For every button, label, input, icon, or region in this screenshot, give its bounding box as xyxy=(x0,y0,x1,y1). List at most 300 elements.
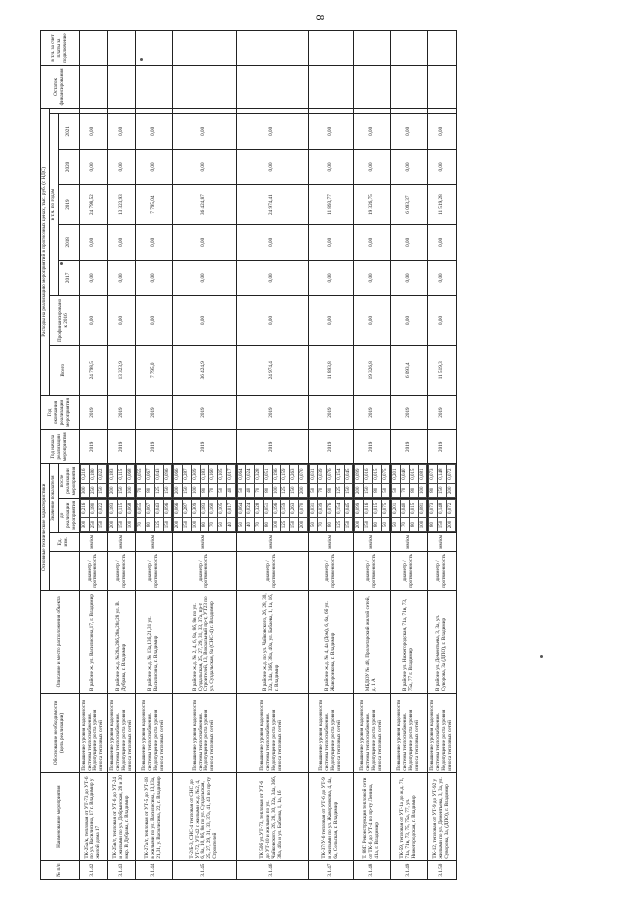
length-value: 0,066 xyxy=(174,499,183,517)
spent-cost: 0,00 xyxy=(428,296,456,345)
diameter-value: 80 xyxy=(429,518,438,532)
length-value: 0,075 xyxy=(381,465,390,483)
cost-2017: 0,00 xyxy=(79,260,107,296)
end-year: 2019 xyxy=(79,395,107,429)
diameter-value: 80 xyxy=(263,518,272,532)
length-value: 0,309 xyxy=(191,499,200,517)
measure-need: Повышение уровня надежности системы теплоснабжения. Недопущение роста уровня износа тепловых сетей xyxy=(354,693,391,773)
diameter-value: 80 xyxy=(200,483,209,497)
col-name-header: Наименование мероприятия xyxy=(41,773,80,861)
unit-cell: мм/км xyxy=(108,532,136,551)
diameter-value: 50 xyxy=(392,518,401,532)
cost-2019: 7 795,04 xyxy=(136,185,173,225)
diameter-value: 100 xyxy=(418,518,427,532)
measure-location: В районе ул. Дементьева, 3, 3а, ул. Суворова, 3а (ДПО), г. Владимир xyxy=(428,591,456,694)
total-cost: 13 323,9 xyxy=(108,345,136,395)
col-incl-header: в т.ч. по годам xyxy=(49,114,58,296)
tech-characteristic: диаметр / протяженность xyxy=(108,551,136,590)
cost-2020: 0,00 xyxy=(79,149,107,185)
measure-location: В районе ж.д. по ул. Чайковского, 26, 28, 30, 32а, 34а, 36б, 38а, 40а, ул. Бабаева, 1, 1а, 1б, г. Владимир xyxy=(236,591,308,694)
length-value: 0,016 xyxy=(364,499,373,517)
diameter-value: 80 xyxy=(146,518,155,532)
table-row xyxy=(108,31,136,880)
cost-2020: 0,00 xyxy=(173,149,236,185)
diameter-value: 50 xyxy=(237,483,246,497)
total-cost: 24 974,4 xyxy=(236,345,308,395)
diameter-value: 125 xyxy=(154,483,163,497)
diameter-value: 70 xyxy=(137,483,146,497)
measure-need: Повышение уровня надежности системы теплоснабжения. Недопущение роста уровня износа тепловых сетей xyxy=(136,693,173,773)
col-tech-group-header: Основные технические характеристики xyxy=(41,464,50,591)
cost-2020: 0,00 xyxy=(236,149,308,185)
col-spent-header: Профинансировано к 2016 xyxy=(49,296,79,345)
diameter-value: 50 xyxy=(381,483,390,497)
diameter-value: 50 xyxy=(309,518,318,532)
diameter-value: 150 xyxy=(290,518,299,532)
cost-2019: 13 323,93 xyxy=(108,185,136,225)
diameter-value: 150 xyxy=(364,483,373,497)
cost-2019: 6 093,37 xyxy=(391,185,428,225)
length-value: 0,180 xyxy=(89,499,98,517)
cost-2018: 0,00 xyxy=(391,225,428,261)
col-end-header: Год окончания реализации мероприятия xyxy=(41,395,80,429)
row-number: 3.1.42 xyxy=(79,861,107,880)
tech-characteristic: диаметр / протяженность xyxy=(391,551,428,590)
values-before xyxy=(308,498,354,532)
measure-name: Т. 88Г. Реконструкция тепловой сети от ТК-6 до УТ-4 по пр-ту Ленина, 41а, г. Владимир xyxy=(354,773,391,861)
col-num-header: № п/п xyxy=(41,861,80,880)
length-value: 0,183 xyxy=(200,499,209,517)
end-year: 2019 xyxy=(391,395,428,429)
length-value: 0,216 xyxy=(80,465,89,483)
remain-cost xyxy=(79,66,107,109)
diameter-value: 70 xyxy=(255,483,264,497)
length-value: 0,148 xyxy=(438,465,447,483)
diameter-value: 50 xyxy=(218,518,227,532)
col-after-header: после реализации мероприятия xyxy=(58,464,79,498)
cost-2018: 0,00 xyxy=(308,225,354,261)
unit-cell: мм/км xyxy=(391,532,428,551)
length-value: 0,287 xyxy=(183,499,192,517)
length-value: 0,196 xyxy=(272,465,281,483)
tech-characteristic: диаметр / протяженность xyxy=(428,551,456,590)
tariff-cost xyxy=(354,31,391,66)
length-value: 0,216 xyxy=(80,499,89,517)
total-cost: 11 893,8 xyxy=(308,345,354,395)
col-values-header: Значение показателя xyxy=(49,464,58,533)
values-before xyxy=(108,498,136,532)
total-cost: 6 093,4 xyxy=(391,345,428,395)
end-year: 2019 xyxy=(354,395,391,429)
spent-cost: 0,00 xyxy=(173,296,236,345)
length-value: 0,183 xyxy=(200,465,209,483)
length-value: 0,076 xyxy=(327,465,336,483)
length-value: 0,031 xyxy=(309,499,318,517)
start-year: 2019 xyxy=(108,430,136,464)
spacer-cell xyxy=(236,108,308,113)
diameter-value: 80 xyxy=(327,518,336,532)
table-row xyxy=(136,31,173,880)
diameter-value: 100 xyxy=(418,483,427,497)
cost-2018: 0,00 xyxy=(136,225,173,261)
length-value: 0,183 xyxy=(109,499,118,517)
tariff-cost xyxy=(79,31,107,66)
diameter-value: 80 xyxy=(200,518,209,532)
cost-2019: 11 893,77 xyxy=(308,185,354,225)
diameter-value: 100 xyxy=(191,518,200,532)
total-cost: 19 326,8 xyxy=(354,345,391,395)
diameter-value: 150 xyxy=(98,483,107,497)
tariff-cost xyxy=(236,31,308,66)
spent-cost: 0,00 xyxy=(136,296,173,345)
spent-cost: 0,00 xyxy=(308,296,354,345)
diameter-value: 250 xyxy=(89,483,98,497)
spacer-cell xyxy=(391,108,428,113)
values-before xyxy=(354,498,391,532)
end-year: 2019 xyxy=(173,395,236,429)
values-before xyxy=(79,498,107,532)
values-after xyxy=(308,464,354,498)
length-value: 0,201 xyxy=(392,499,401,517)
cost-2021: 0,00 xyxy=(391,114,428,150)
remain-cost xyxy=(428,66,456,109)
length-value: 0,039 xyxy=(318,465,327,483)
diameter-value: 200 xyxy=(109,483,118,497)
diameter-value: 50 xyxy=(392,483,401,497)
cost-2017: 0,00 xyxy=(428,260,456,296)
values-before xyxy=(391,498,428,532)
diameter-value: 150 xyxy=(183,518,192,532)
length-value: 0,287 xyxy=(183,465,192,483)
tariff-cost xyxy=(136,31,173,66)
cost-2018: 0,00 xyxy=(354,225,391,261)
length-value: 0,068 xyxy=(126,465,135,483)
col-year-2021: 2021 xyxy=(58,114,79,150)
values-after xyxy=(354,464,391,498)
length-value: 0,081 xyxy=(418,465,427,483)
diameter-value: 125 xyxy=(335,518,344,532)
length-value: 0,070 xyxy=(298,499,307,517)
diameter-value: 70 xyxy=(209,483,218,497)
cost-2017: 0,00 xyxy=(308,260,354,296)
diameter-value: 150 xyxy=(364,518,373,532)
remain-cost xyxy=(308,66,354,109)
length-value: 0,160 xyxy=(209,465,218,483)
cost-2020: 0,00 xyxy=(391,149,428,185)
spent-cost: 0,00 xyxy=(236,296,308,345)
length-value: 0,067 xyxy=(146,499,155,517)
cost-2017: 0,00 xyxy=(136,260,173,296)
diameter-value: 80 xyxy=(372,483,381,497)
diameter-value: 100 xyxy=(272,483,281,497)
tariff-cost xyxy=(428,31,456,66)
col-char-header xyxy=(49,551,79,590)
spent-cost: 0,00 xyxy=(108,296,136,345)
spent-cost: 0,00 xyxy=(391,296,428,345)
diameter-value: 70 xyxy=(255,518,264,532)
length-value: 0,099 xyxy=(355,499,364,517)
row-number: 3.1.47 xyxy=(308,861,354,880)
length-value: 0,309 xyxy=(191,465,200,483)
total-cost: 7 795,0 xyxy=(136,345,173,395)
row-number: 3.1.43 xyxy=(108,861,136,880)
cost-2018: 0,00 xyxy=(108,225,136,261)
unit-cell: мм/км xyxy=(354,532,391,551)
diameter-value: 200 xyxy=(298,483,307,497)
length-value: 0,040 xyxy=(401,499,410,517)
cost-2021: 0,00 xyxy=(173,114,236,150)
length-value: 0,076 xyxy=(327,499,336,517)
length-value: 0,068 xyxy=(126,499,135,517)
total-cost: 36 424,9 xyxy=(173,345,236,395)
diameter-value: 70 xyxy=(209,518,218,532)
measure-need: Повышение уровня надежности системы теплоснабжения. Недопущение роста уровня износа тепловых сетей xyxy=(108,693,136,773)
cost-2017: 0,00 xyxy=(108,260,136,296)
diameter-value: 125 xyxy=(281,483,290,497)
diameter-value: 150 xyxy=(163,518,172,532)
measure-name: ТК-59, тепловая от УТ-1а до ж.д. 71, 71а, 71в, 73, 75, 75а, 77, ул. Нижегородская, г. Владимир xyxy=(391,773,428,861)
cost-2017: 0,00 xyxy=(354,260,391,296)
measure-location: В районе ул. Нижегородская, 71а, 71в, 73, 75а, 77 г. Владимир xyxy=(391,591,428,694)
diameter-value: 40 xyxy=(226,518,235,532)
table-row xyxy=(354,31,391,880)
cost-2018: 0,00 xyxy=(173,225,236,261)
remain-cost xyxy=(354,66,391,109)
end-year: 2019 xyxy=(108,395,136,429)
diameter-value: 80 xyxy=(429,483,438,497)
diameter-value: 250 xyxy=(89,518,98,532)
col-start-header: Год начала реализации мероприятия xyxy=(41,430,80,464)
length-value: 0,066 xyxy=(174,465,183,483)
diameter-value: 200 xyxy=(174,518,183,532)
diameter-value: 50 xyxy=(309,483,318,497)
length-value: 0,099 xyxy=(355,465,364,483)
length-value: 0,159 xyxy=(281,465,290,483)
spent-cost: 0,00 xyxy=(354,296,391,345)
diameter-value: 150 xyxy=(117,518,126,532)
measure-name: Т-2/Б-3, СНС-4 тепловая от СНС до УТ-72, УТ-42 с жилыми ж.д. №2, 4, 6, 8а, 10, 8б, 8в по ул. Суздальская, 25, 27, 29, 31, 33, 37а, 41, 43 по пр-ту Строителей xyxy=(173,773,236,861)
diameter-value: 100 xyxy=(272,518,281,532)
measure-need: Повышение уровня надежности системы теплоснабжения. Недопущение роста уровня износа тепловых сетей xyxy=(79,693,107,773)
length-value: 0,160 xyxy=(209,499,218,517)
measure-location: В районе ж.д. №28а,28б,28в,28г,28 ул. В. Дубрава, г. Владимир xyxy=(108,591,136,694)
table-row xyxy=(236,31,308,880)
spent-cost: 0,00 xyxy=(79,296,107,345)
cost-2019: 19 326,75 xyxy=(354,185,391,225)
length-value: 0,148 xyxy=(438,499,447,517)
length-value: 0,051 xyxy=(263,499,272,517)
diameter-value: 50 xyxy=(218,483,227,497)
length-value: 0,043 xyxy=(154,499,163,517)
investment-program-table xyxy=(40,30,457,880)
measure-name: ТК 50б ул.УТ-73, тепловая от УТ-6 до УТ-10 и жилыми по ул. Чайковского, 26, 28, 30, 32а, 34а, 36б, 38а, 40а и ул. Бабаева, 1, 1а, 1б xyxy=(236,773,308,861)
cost-2021: 0,00 xyxy=(354,114,391,150)
cost-2017: 0,00 xyxy=(391,260,428,296)
diameter-value: 80 xyxy=(409,483,418,497)
start-year: 2019 xyxy=(308,430,354,464)
measure-need: Повышение уровня надежности системы теплоснабжения. Недопущение роста уровня износа тепловых сетей xyxy=(428,693,456,773)
length-value: 0,073 xyxy=(429,499,438,517)
cost-2018: 0,00 xyxy=(428,225,456,261)
table-row xyxy=(428,31,456,880)
diameter-value: 150 xyxy=(438,518,447,532)
length-value: 0,201 xyxy=(392,465,401,483)
tech-characteristic: диаметр / протяженность xyxy=(136,551,173,590)
length-value: 0,328 xyxy=(255,465,264,483)
diameter-value: 80 xyxy=(146,483,155,497)
row-number: 3.1.45 xyxy=(173,861,236,880)
measure-location: В районе ж.д. № 4, 4а (Дом), 6, 6а, 6б ул. Жаворонкова, г. Владимир xyxy=(308,591,354,694)
rotated-page xyxy=(40,30,640,880)
length-value: 0,328 xyxy=(255,499,264,517)
spacer-cell xyxy=(79,108,107,113)
spacer-cell xyxy=(108,108,136,113)
row-number: 3.1.49 xyxy=(391,861,428,880)
diameter-value: 200 xyxy=(298,518,307,532)
unit-cell: мм/км xyxy=(308,532,354,551)
col-year-2019: 2019 xyxy=(58,185,79,225)
diameter-value: 150 xyxy=(344,518,353,532)
values-before xyxy=(136,498,173,532)
measure-name: ТК-25в/т, тепловая от УТ-6 до УТ-24 и жилыми по ул. Добрынская, 28 и 30 мкр. В Дубрава, г. Владимир xyxy=(108,773,136,861)
length-value: 0,045 xyxy=(344,465,353,483)
values-before xyxy=(428,498,456,532)
cost-2019: 11 519,28 xyxy=(428,185,456,225)
cost-2017: 0,00 xyxy=(236,260,308,296)
tech-characteristic: диаметр / протяженность xyxy=(236,551,308,590)
start-year: 2019 xyxy=(391,430,428,464)
diameter-value: 40 xyxy=(226,483,235,497)
diameter-value: 150 xyxy=(290,483,299,497)
spacer-cell xyxy=(354,108,391,113)
cost-2019: 36 424,87 xyxy=(173,185,236,225)
cost-2021: 0,00 xyxy=(236,114,308,150)
tariff-cost xyxy=(108,31,136,66)
tech-characteristic: диаметр / протяженность xyxy=(308,551,354,590)
diameter-value: 50 xyxy=(381,518,390,532)
diameter-value: 70 xyxy=(401,483,410,497)
col-need-header: Обоснование необходимости (цель реализации) xyxy=(41,693,80,773)
spacer-cell xyxy=(173,108,236,113)
length-value: 0,064 xyxy=(237,499,246,517)
table-row xyxy=(308,31,354,880)
length-value: 0,075 xyxy=(381,499,390,517)
length-value: 0,183 xyxy=(109,465,118,483)
measure-name: ТК-25а/к, тепловая от УТ-73 до УТ-6 по ул. Василисина, 17 г. Владимир у жилой дома 17 xyxy=(79,773,107,861)
measure-need: Повышение уровня надежности системы теплоснабжения. Недопущение роста уровня износа тепловых сетей xyxy=(173,693,236,773)
table-row xyxy=(79,31,107,880)
diameter-value: 70 xyxy=(318,483,327,497)
tariff-cost xyxy=(391,31,428,66)
end-year: 2019 xyxy=(236,395,308,429)
unit-cell: мм/км xyxy=(79,532,107,551)
measure-need: Повышение уровня надежности системы теплоснабжения. Недопущение роста уровня износа тепловых сетей xyxy=(236,693,308,773)
tariff-cost xyxy=(173,31,236,66)
remain-cost xyxy=(136,66,173,109)
length-value: 0,263 xyxy=(290,499,299,517)
length-value: 0,022 xyxy=(98,465,107,483)
diameter-value: 200 xyxy=(174,483,183,497)
col-total-header: Всего xyxy=(49,345,79,395)
length-value: 0,073 xyxy=(429,465,438,483)
length-value: 0,039 xyxy=(318,499,327,517)
length-value: 0,072 xyxy=(446,499,455,517)
length-value: 0,017 xyxy=(226,465,235,483)
spacer-cell xyxy=(136,108,173,113)
diameter-value: 80 xyxy=(372,518,381,532)
length-value: 0,055 xyxy=(137,465,146,483)
length-value: 0,096 xyxy=(163,465,172,483)
cost-2018: 0,00 xyxy=(79,225,107,261)
cost-2020: 0,00 xyxy=(136,149,173,185)
remain-cost xyxy=(173,66,236,109)
row-number: 3.1.44 xyxy=(136,861,173,880)
length-value: 0,067 xyxy=(146,465,155,483)
diameter-value: 150 xyxy=(438,483,447,497)
table-row xyxy=(173,31,236,880)
diameter-value: 40 xyxy=(246,483,255,497)
col-year-2020: 2020 xyxy=(58,149,79,185)
col-year-2017: 2017 xyxy=(58,260,79,296)
length-value: 0,154 xyxy=(335,499,344,517)
diameter-value: 200 xyxy=(355,518,364,532)
total-cost: 24 798,5 xyxy=(79,345,107,395)
diameter-value: 125 xyxy=(281,518,290,532)
diameter-value: 300 xyxy=(80,483,89,497)
diameter-value: 200 xyxy=(355,483,364,497)
diameter-value: 70 xyxy=(137,518,146,532)
measure-need: Повышение уровня надежности системы теплоснабжения. Недопущение роста уровня износа тепловых сетей xyxy=(308,693,354,773)
col-before-header: до реализации мероприятия xyxy=(58,498,79,532)
cost-2018: 0,00 xyxy=(236,225,308,261)
remain-cost xyxy=(391,66,428,109)
length-value: 0,159 xyxy=(281,499,290,517)
cost-2020: 0,00 xyxy=(354,149,391,185)
length-value: 0,105 xyxy=(218,465,227,483)
start-year: 2019 xyxy=(236,430,308,464)
length-value: 0,263 xyxy=(290,465,299,483)
measure-name: ТК-27а/т, тепловая от УТ-5 до УТ-18 в жилыми по ул. Василисина, 13,13а, 21,31, у. Василисина, 22, г. Владимир xyxy=(136,773,173,861)
tariff-cost xyxy=(308,31,354,66)
length-value: 0,051 xyxy=(263,465,272,483)
start-year: 2019 xyxy=(136,430,173,464)
tech-characteristic: диаметр / протяженность xyxy=(354,551,391,590)
cost-2017: 0,00 xyxy=(173,260,236,296)
values-after xyxy=(108,464,136,498)
unit-cell: мм/км xyxy=(428,532,456,551)
diameter-value: 300 xyxy=(80,518,89,532)
length-value: 0,096 xyxy=(163,499,172,517)
cost-2021: 0,00 xyxy=(108,114,136,150)
length-value: 0,196 xyxy=(272,499,281,517)
length-value: 0,015 xyxy=(409,465,418,483)
row-number: 3.1.50 xyxy=(428,861,456,880)
length-value: 0,105 xyxy=(218,499,227,517)
length-value: 0,024 xyxy=(246,499,255,517)
start-year: 2019 xyxy=(173,430,236,464)
length-value: 0,115 xyxy=(117,465,126,483)
measure-location: МБДОУ № 48, Пролетарский жилой сетей, д. 1 А xyxy=(354,591,391,694)
measure-name: ТК-12, тепловая от УТ-9 до УТ-92 у жилыми по ул. Дементьева, 3, 3а, ул. Суворова, 3а, (ДПО), г. Владимир xyxy=(428,773,456,861)
length-value: 0,024 xyxy=(246,465,255,483)
cost-2021: 0,00 xyxy=(79,114,107,150)
diameter-value: 100 xyxy=(191,483,200,497)
measure-location: В районе ж.д. № 2, 4, 6, 8а, 8б, 8в по ул. Суздальская, 25, 27, 29, 31, 33, 37а, пр-т Строителей, 13, Вокзальный пр-т, УТ23 по ул. Суздальская, 8а (СНС-4) г. Владимир xyxy=(173,591,236,694)
length-value: 0,072 xyxy=(446,465,455,483)
measure-location: В районе ж.д. № 13а,13б,21,31 ул. Василисина, г. Владимир xyxy=(136,591,173,694)
cost-2020: 0,00 xyxy=(428,149,456,185)
diameter-value: 150 xyxy=(117,483,126,497)
